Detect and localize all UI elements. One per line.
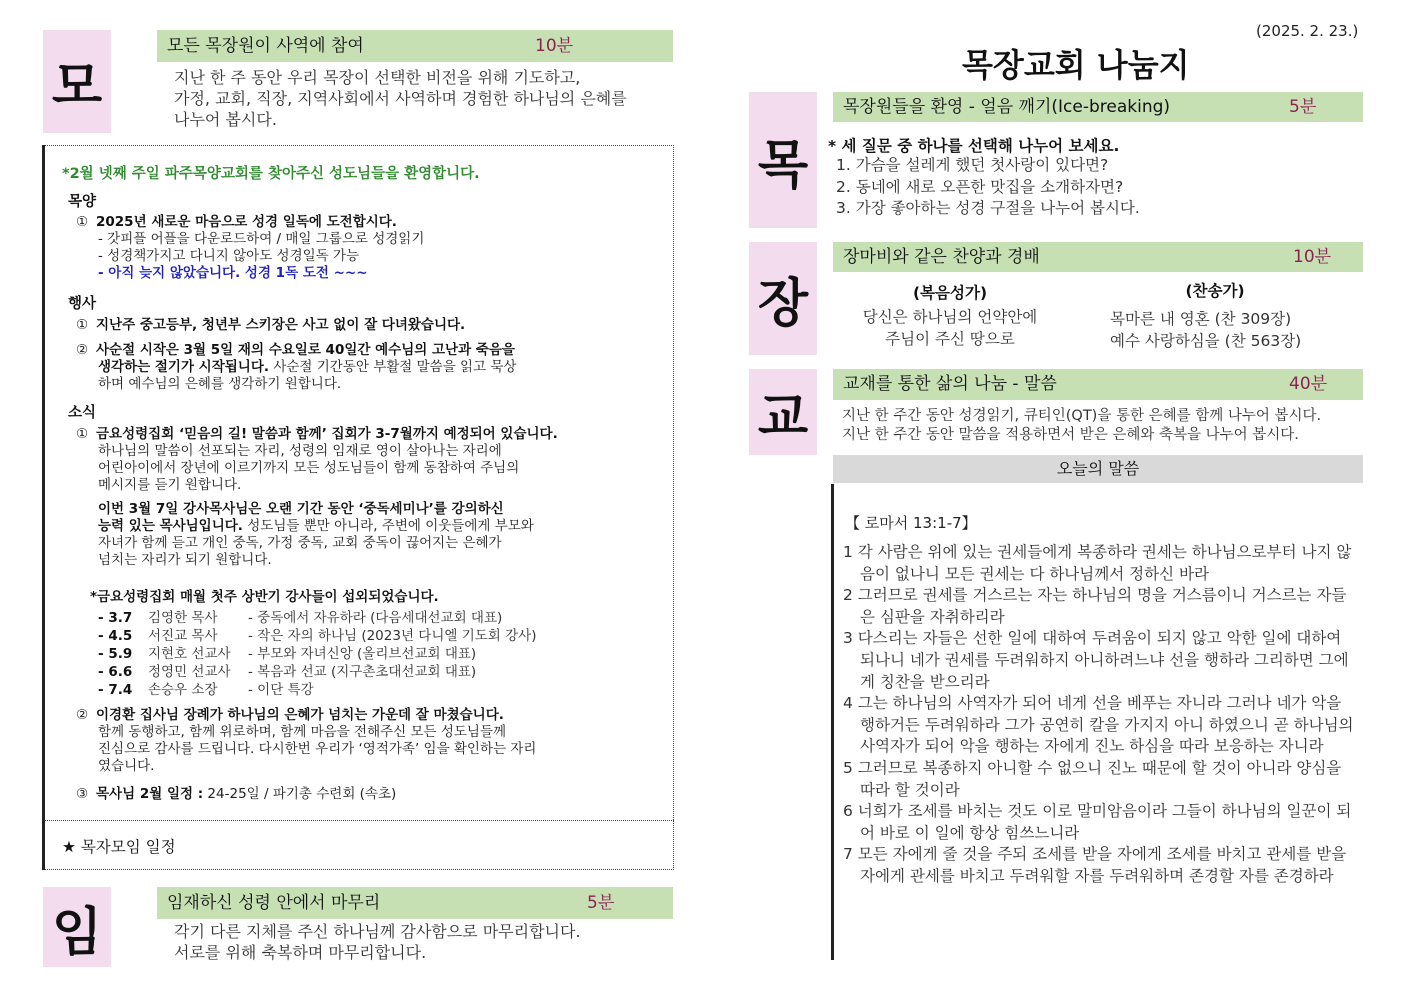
item-line: 어린아이에서 장년에 이르기까지 모든 성도님들이 함께 동참하여 주님의 (98, 460, 520, 476)
news-item-2 (76, 707, 661, 775)
section-body-im (174, 921, 581, 963)
heading-text: 목장원들을 환영 - 얼음 깨기(Ice-breaking) (843, 97, 1171, 117)
section-char-im: 임 (43, 887, 111, 967)
event-item-1 (76, 317, 465, 334)
item-line: 사순절 기간동안 부활절 말씀을 읽고 묵상 (269, 359, 517, 375)
minutes-label: 5분 (587, 893, 615, 913)
item-line: 하나님의 말씀이 선포되는 자리, 성령의 임재로 영이 살아나는 자리에 (98, 443, 502, 459)
pastor-meeting-label: ★ 목자모임 일정 (62, 838, 176, 856)
verse: 3 다스리는 자들은 선한 일에 대하여 두려움이 되지 않고 악한 일에 대하여 되나니 네가 권세를 두려워하지 아니하려느냐 선을 행하라 그리하면 그에게 칭찬을 받으리라 (843, 629, 1349, 691)
page-title: 목장교회 나눔지 (962, 46, 1190, 84)
speaker-topic: - 작은 자의 하나님 (2023년 다니엘 기도회 강사) (248, 628, 537, 644)
section-char-gyo: 교 (749, 369, 817, 455)
welcome-notice: *2월 넷째 주일 파주목양교회를 찾아주신 성도님들을 환영합니다. (62, 166, 480, 182)
circled-number: ② (76, 707, 89, 723)
speaker-name: 손승우 소장 (148, 682, 218, 698)
item-title: 지난주 중고등부, 청년부 스키장은 사고 없이 잘 다녀왔습니다. (96, 317, 466, 333)
item-line: 하며 예수님의 은혜를 생각하기 원합니다. (98, 376, 342, 392)
section-heading-mo (157, 30, 673, 62)
verse: 6 너희가 조세를 바치는 것도 이로 말미암음이라 그들이 하나님의 일꾼이 되어 바로 이 일에 항상 힘쓰느니라 (843, 802, 1352, 842)
verse: 1 각 사람은 위에 있는 권세들에게 복종하라 권세는 하나님으로부터 나지 않음이 없나니 모든 권세는 다 하나님께서 정하신 바라 (843, 543, 1352, 583)
speakers-title: *금요성령집회 매월 첫주 상반기 강사들이 섭외되었습니다. (90, 589, 439, 605)
section-heading-gyo (833, 369, 1363, 400)
notice-box-left-rule (42, 145, 45, 870)
item-line: 24-25일 / 파기총 수련회 (속초) (203, 786, 397, 802)
question-item: 1. 가슴을 설레게 했던 첫사랑이 있다면? (836, 156, 1109, 174)
item-line: - 성경책가지고 다니지 않아도 성경일독 가능 (98, 248, 360, 264)
body-line: 지난 한 주 동안 우리 목장이 선택한 비전을 위해 기도하고, (174, 68, 581, 87)
moksyang-label: 목양 (68, 194, 97, 210)
question-item: 3. 가장 좋아하는 성경 구절을 나누어 봅시다. (836, 199, 1140, 217)
song-line: 목마른 내 영혼 (찬 309장) (1110, 310, 1292, 328)
body-line: 지난 한 주간 동안 성경읽기, 큐티인(QT)을 통한 은혜를 함께 나누어 봅시다. (842, 408, 1322, 424)
icebreak-questions (836, 155, 1140, 220)
item-title: 능력 있는 목사님입니다. (98, 518, 243, 534)
circled-number: ③ (76, 786, 89, 802)
item-title: 2025년 새로운 마음으로 성경 일독에 도전합시다. (96, 214, 397, 230)
item-title: 생각하는 절기가 시작됩니다. (98, 359, 270, 375)
gospel-song-title: (복음성가) (912, 284, 988, 302)
icebreak-intro: * 세 질문 중 하나를 선택해 나누어 보세요. (828, 137, 1120, 155)
scripture-verses (843, 542, 1355, 888)
scripture-rule (831, 484, 834, 960)
section-body-gyo (842, 407, 1321, 445)
speaker-name: 지현호 선교사 (148, 646, 231, 662)
song-line: 주님이 주신 땅으로 (885, 330, 1015, 348)
item-title: 이번 3월 7일 강사목사님은 오랜 기간 동안 ‘중독세미나’를 강의하신 (98, 501, 504, 517)
hymn-title: (찬송가) (1185, 282, 1245, 300)
item-line: 함께 동행하고, 함께 위로하며, 함께 마음을 전해주신 모든 성도님들께 (98, 724, 507, 740)
section-body-mo (174, 67, 627, 130)
minutes-label: 10분 (535, 36, 574, 56)
body-line: 나누어 봅시다. (174, 110, 277, 129)
scripture-passage: 【 로마서 13:1-7】 (845, 514, 977, 532)
heading-text: 모든 목장원이 사역에 참여 (167, 36, 364, 56)
event-item-2 (76, 342, 656, 393)
circled-number: ② (76, 342, 89, 358)
section-char-mo: 모 (43, 30, 111, 133)
speaker-date: - 4.5 (98, 628, 133, 644)
speaker-topic: - 중독에서 자유하라 (다음세대선교회 대표) (248, 610, 503, 626)
date-label: (2025. 2. 23.) (1256, 22, 1359, 40)
verse: 5 그러므로 복종하지 아니할 수 없으니 진노 때문에 할 것이 아니라 양심을 따라 할 것이라 (843, 758, 1342, 799)
body-line: 서로를 위해 축복하며 마무리합니다. (174, 943, 427, 962)
item-title: 금요성령집회 ‘믿음의 길! 말씀과 함께’ 집회가 3-7월까지 예정되어 있습니다. (96, 426, 558, 442)
section-char-mok: 목 (749, 92, 817, 228)
item-line: 메시지를 듣기 원합니다. (98, 477, 242, 493)
speaker-date: - 7.4 (98, 682, 133, 698)
section-heading-mok (833, 92, 1363, 122)
item-title: 목사님 2월 일정 : (96, 786, 204, 802)
heading-text: 장마비와 같은 찬양과 경배 (843, 247, 1040, 267)
speaker-name: 김영한 목사 (148, 610, 218, 626)
question-item: 2. 동네에 새로 오픈한 맛집을 소개하자면? (836, 177, 1124, 196)
heading-text: 교재를 통한 삶의 나눔 - 말씀 (843, 374, 1057, 394)
body-line: 가정, 교회, 직장, 지역사회에서 사역하며 경험한 하나님의 은혜를 (174, 89, 627, 108)
circled-number: ① (76, 426, 89, 442)
song-line: 당신은 하나님의 언약안에 (862, 308, 1038, 326)
heading-text: 임재하신 성령 안에서 마무리 (167, 893, 381, 913)
speaker-topic: - 복음과 선교 (지구촌초대선교회 대표) (248, 664, 477, 680)
section-char-jang: 장 (749, 242, 817, 355)
item-title: 사순절 시작은 3월 5일 재의 수요일로 40일간 예수님의 고난과 죽음을 (96, 342, 515, 358)
moksyang-item-1 (76, 214, 636, 282)
item-line: 성도님들 뿐만 아니라, 주변에 이웃들에게 부모와 (242, 518, 534, 534)
item-highlight-line: - 아직 늦지 않았습니다. 성경 1독 도전 ~~~ (98, 265, 368, 281)
news-item-1 (76, 426, 661, 569)
minutes-label: 10분 (1293, 247, 1332, 267)
notice-divider (44, 820, 674, 821)
speaker-topic: - 이단 특강 (248, 682, 314, 698)
verse: 2 그러므로 권세를 거스르는 자는 하나님의 명을 거스름이니 거스르는 자들은 심판을 자취하리라 (843, 586, 1347, 626)
section-heading-jang (833, 242, 1363, 272)
event-label: 행사 (68, 296, 97, 312)
minutes-label: 5분 (1289, 97, 1317, 117)
circled-number: ① (76, 214, 89, 230)
gospel-song-block (840, 282, 1060, 350)
item-title: 이경환 집사님 장례가 하나님의 은혜가 넘치는 가운데 잘 마쳤습니다. (96, 707, 504, 723)
speaker-date: - 6.6 (98, 664, 133, 680)
verse: 7 모든 자에게 줄 것을 주되 조세를 받을 자에게 조세를 바치고 관세를 받을 자에게 관세를 바치고 두려워할 자를 두려워하며 존경할 자를 존경하라 (843, 845, 1347, 885)
section-heading-im (157, 887, 673, 919)
item-line: 자녀가 함께 듣고 개인 중독, 가정 중독, 교회 중독이 끊어지는 은혜가 (98, 535, 502, 551)
item-line: 였습니다. (98, 758, 155, 774)
song-line: 예수 사랑하심을 (찬 563장) (1110, 332, 1302, 350)
body-line: 지난 한 주간 동안 말씀을 적용하면서 받은 은혜와 축복을 나누어 봅시다. (842, 427, 1299, 443)
speaker-name: 서진교 목사 (148, 628, 218, 644)
todays-word-header: 오늘의 말씀 (833, 455, 1363, 483)
item-line: 진심으로 감사를 드립니다. 다시한번 우리가 ‘영적가족’ 임을 확인하는 자리 (98, 741, 537, 757)
body-line: 각기 다른 지체를 주신 하나님께 감사함으로 마무리합니다. (174, 922, 581, 941)
speaker-name: 정영민 선교사 (148, 664, 231, 680)
news-item-3 (76, 786, 396, 803)
minutes-label: 40분 (1289, 374, 1328, 394)
speaker-date: - 5.9 (98, 646, 133, 662)
verse: 4 그는 하나님의 사역자가 되어 네게 선을 베푸는 자니라 그러나 네가 악을 행하거든 두려워하라 그가 공연히 칼을 가지지 아니 하였으니 곧 하나님의 사역자가 되어 악을 행하는 자에게 진노 하심을 따라 보응하는 자니라 (843, 694, 1354, 756)
speaker-date: - 3.7 (98, 610, 133, 626)
item-line: - 갓피플 어플을 다운로드하여 / 매일 그룹으로 성경읽기 (98, 231, 425, 247)
hymn-block (1110, 280, 1330, 352)
news-label: 소식 (68, 405, 97, 421)
item-line: 넘치는 자리가 되기 원합니다. (98, 552, 272, 568)
speaker-topic: - 부모와 자녀신앙 (올리브선교회 대표) (248, 646, 477, 662)
circled-number: ① (76, 317, 89, 333)
